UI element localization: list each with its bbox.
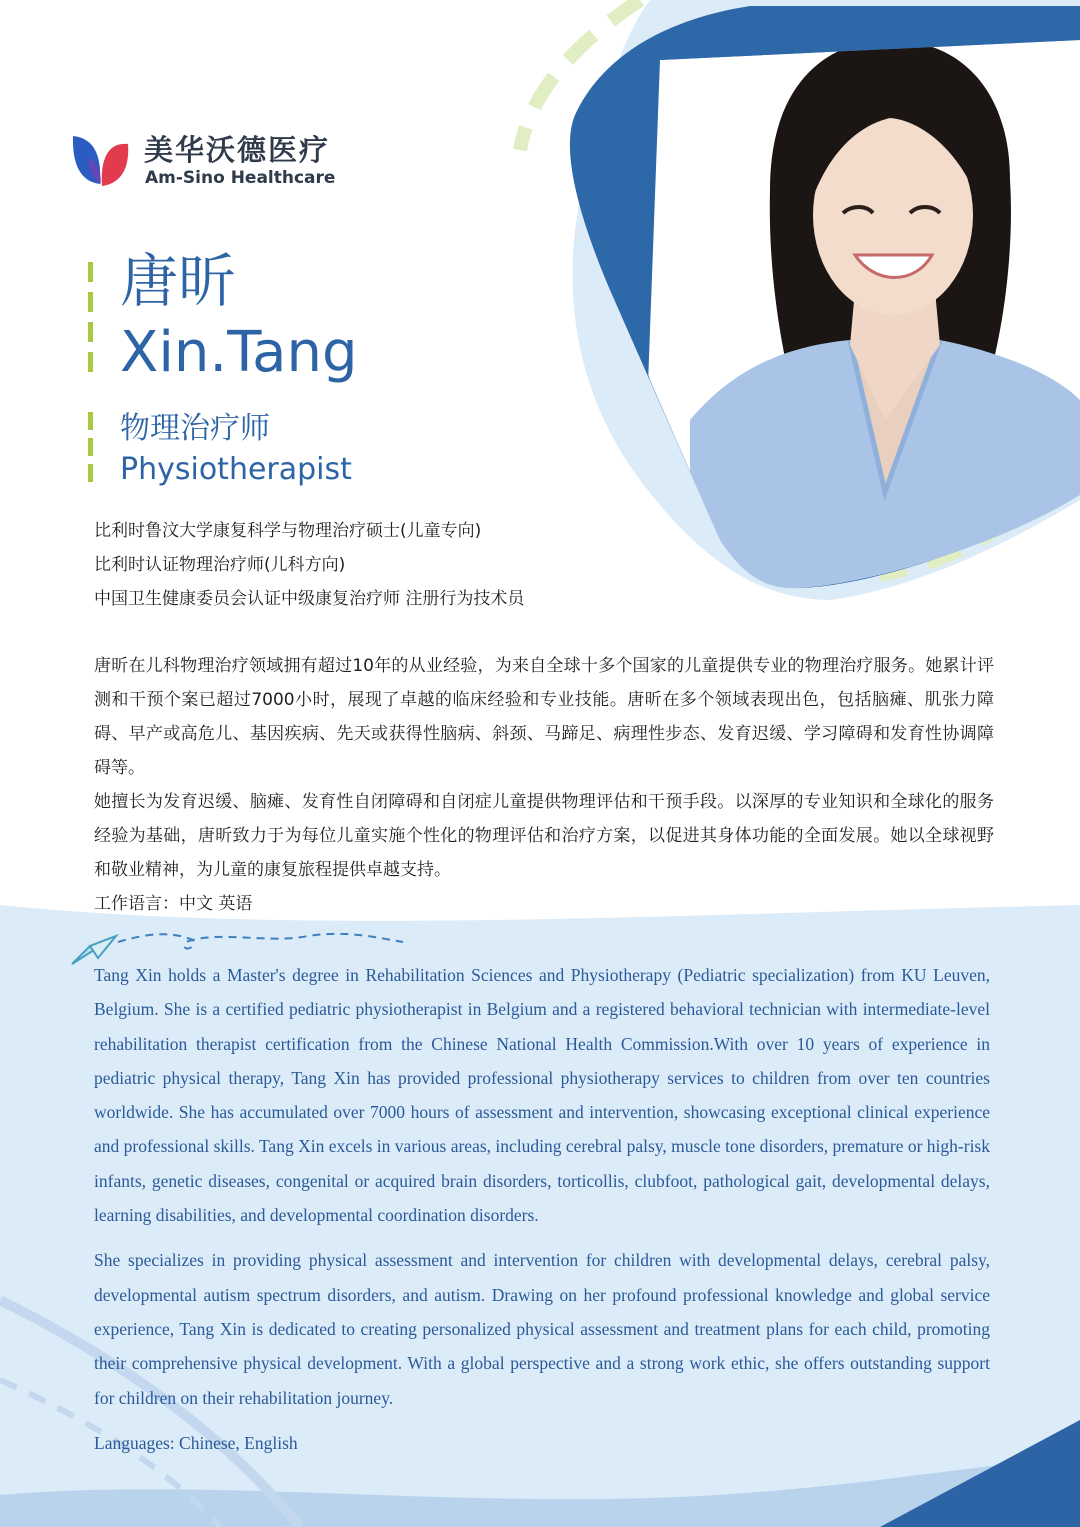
brand-name-en: Am-Sino Healthcare: [145, 168, 336, 188]
bio-english: [94, 958, 990, 1460]
bio-en-paragraph-2: She specializes in providing physical assessment and intervention for children with developmental delays, cerebral palsy, developmental autism spectrum disorders, and autism. Drawing on her profound professional knowledge and global service experience, Tang Xin is dedicated to creating personalized physical assessment and treatment plans for each child, promoting their comprehensive physical development. With a global perspective and a strong work ethic, she offers outstanding support for children on their rehabilitation journey.: [94, 1250, 990, 1408]
bio-en-languages: Languages: Chinese, English: [94, 1432, 298, 1453]
job-title-en: Physiotherapist: [120, 452, 352, 487]
person-name-cn: 唐昕: [120, 247, 237, 315]
credentials-list: [94, 514, 714, 616]
blue-photo-frame: [570, 6, 1080, 588]
person-name-en: Xin.Tang: [120, 320, 358, 385]
bio-cn-languages: 工作语言：中文 英语: [94, 894, 253, 914]
credential-item: 比利时鲁汶大学康复科学与物理治疗硕士(儿童专向): [94, 521, 482, 541]
credential-item: 中国卫生健康委员会认证中级康复治疗师 注册行为技术员: [94, 589, 525, 609]
credential-item: 比利时认证物理治疗师(儿科方向): [94, 555, 346, 575]
bio-chinese: [94, 649, 994, 921]
brand-name-cn: 美华沃德医疗: [144, 133, 331, 167]
bio-en-paragraph-1: Tang Xin holds a Master's degree in Rehabilitation Sciences and Physiotherapy (Pediatric specialization) from KU Leuven, Belgium. She is a certified pediatric physiotherapist in Belgium and a registered behavioral technician with intermediate-level rehabilitation therapist certification from the Chinese National Health Commission.With over 10 years of experience in pediatric physical therapy, Tang Xin has provided professional physiotherapy services to children from over ten countries worldwide. She has accumulated over 7000 hours of assessment and intervention, showcasing exceptional clinical experience and professional skills. Tang Xin excels in various areas, including cerebral palsy, muscle tone disorders, premature or high-risk infants, genetic diseases, congenital or acquired brain disorders, torticollis, clubfoot, pathological gait, developmental delays, learning disabilities, and developmental coordination disorders.: [94, 965, 990, 1226]
logo-mark-icon: [70, 130, 132, 188]
job-title-cn: 物理治疗师: [120, 411, 270, 446]
bio-cn-paragraph-1: 唐昕在儿科物理治疗领域拥有超过10年的从业经验，为来自全球十多个国家的儿童提供专业的物理治疗服务。她累计评测和干预个案已超过7000小时，展现了卓越的临床经验和专业技能。唐昕在多个领域表现出色，包括脑瘫、肌张力障碍、早产或高危儿、基因疾病、先天或获得性脑病、斜颈、马蹄足、病理性步态、发育迟缓、学习障碍和发育性协调障碍等。: [94, 656, 994, 778]
bio-cn-paragraph-2: 她擅长为发育迟缓、脑瘫、发育性自闭障碍和自闭症儿童提供物理评估和干预手段。以深厚的专业知识和全球化的服务经验为基础，唐昕致力于为每位儿童实施个性化的物理评估和治疗方案，以促进其身体功能的全面发展。她以全球视野和敬业精神，为儿童的康复旅程提供卓越支持。: [94, 792, 994, 880]
brand-logo: [70, 128, 350, 190]
